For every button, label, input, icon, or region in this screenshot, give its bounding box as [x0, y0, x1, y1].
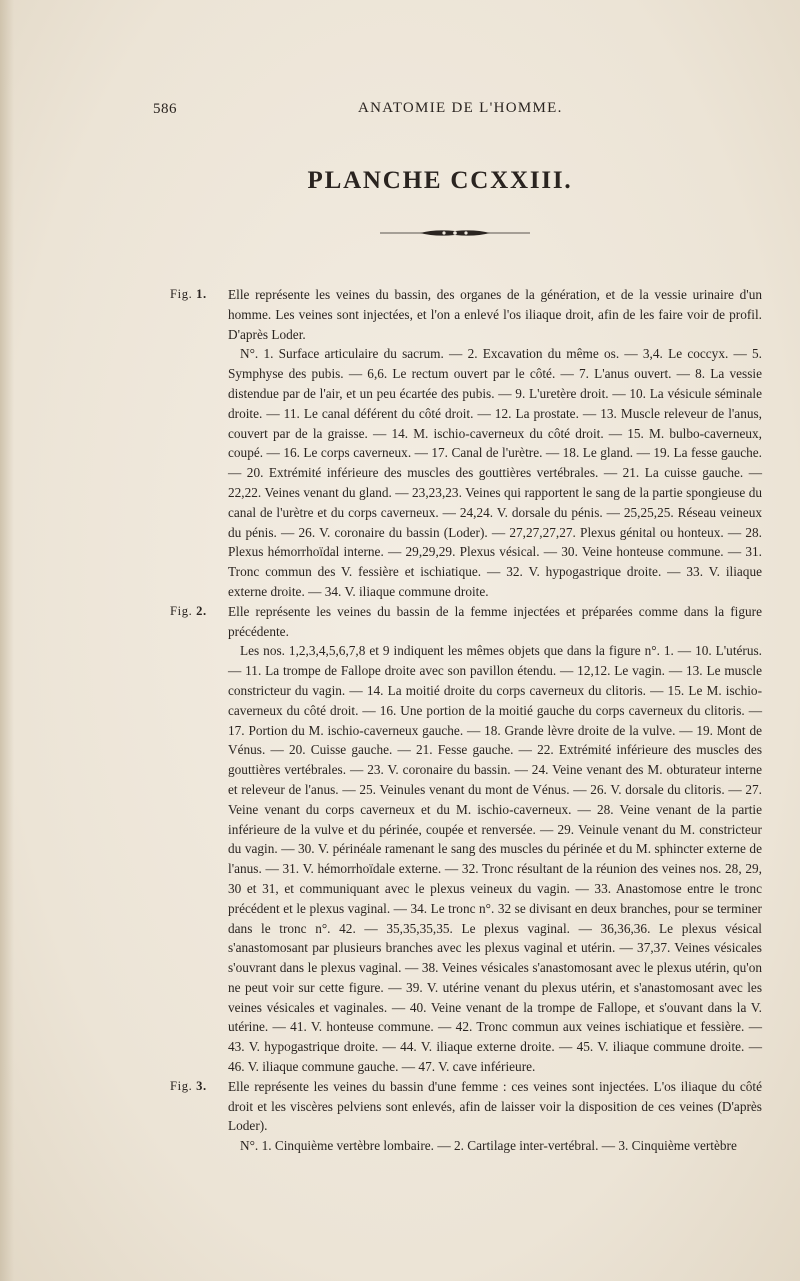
figure-3-intro: Elle représente les veines du bassin d'une femme : ces veines sont injectées. L'os iliaque du côté droit et les viscères pelviens sont enlevés, afin de laisser voir la disposition de ces veines (D'après Loder).: [228, 1078, 762, 1134]
page-number: 586: [153, 101, 177, 117]
figure-1-intro: Elle représente les veines du bassin, des organes de la génération, et de la vessie urinaire d'un homme. Les veines sont injectées, et l'on a enlevé l'os iliaque droit, afin de les faire voir de profil. D'après Loder.: [228, 287, 762, 342]
figure-label-prefix: Fig.: [170, 287, 193, 301]
figure-2-key: Les nos. 1,2,3,4,5,6,7,8 et 9 indiquent les mêmes objets que dans la figure n°. 1. — 10. L'utérus. — 11. La trompe de Fallope droite avec son pavillon étendu. — 12,12. Le vagin. — 13. Le muscle constricteur du vagin. — 14. La moitié droite du corps caverneux du clitoris. — 15. Le M. ischio-caverneux du côté droit. — 16. Une portion de la moitié gauche du corps caverneux du clitoris. — 17. Portion du M. ischio-caverneux gauche. — 18. Grande lèvre droite de la vulve. — 19. Mont de Vénus. — 20. Cuisse gauche. — 21. Fesse gauche. — 22. Extrémité inférieure des muscles des gouttières vertébrales. — 23. V. coronaire du bassin. — 24. Veine venant des M. obturateur interne et releveur de l'anus. — 25. Veinules venant du mont de Vénus. — 26. V. dorsale du clitoris. — 27. Veine venant du corps caverneux et du M. ischio-caverneux. — 28. Veine venant de la partie inférieure de la vulve et du périnée, coupée et renversée. — 29. Veinule venant du M. constricteur du vagin. — 30. V. périnéale ramenant le sang des muscles du périnée et du M. sphincter externe de l'anus. — 31. V. hémorrhoïdale externe. — 32. Tronc résultant de la réunion des veines nos. 28, 29, 30 et 31, et communiquant avec le plexus veineux du vagin. — 33. Anastomose entre le tronc précédent et le plexus vaginal. — 34. Le tronc n°. 32 se divisant en deux branches, pour se terminer dans le tronc n°. 42. — 35,35,35,35. Le plexus vaginal. — 36,36,36. Le plexus vésical s'anastomosant par plusieurs branches avec les plexus vaginal et utérin. — 37,37. Veines vésicales s'ouvrant dans le plexus vaginal. — 38. Veines vésicales s'anastomosant avec le plexus utérin, qu'on ne peut voir sur cette figure. — 39. V. utérine venant du plexus utérin, et s'anastomosant avec les veines vésicales et vaginales. — 40. Veine venant de la trompe de Fallope, et s'ouvant dans la V. utérine. — 41. V. honteuse commune. — 42. Tronc commun aux veines ischiatique et fessière. — 43. V. hypogastrique droite. — 44. V. iliaque externe droite. — 45. V. iliaque commune droite. — 46. V. iliaque commune gauche. — 47. V. cave inférieure.: [228, 643, 762, 1075]
plate-title: PLANCHE CCXXIII.: [307, 167, 573, 194]
figure-2-legend: [170, 602, 762, 1077]
figure-number: 1.: [196, 287, 207, 301]
figure-1-key: N°. 1. Surface articulaire du sacrum. — 2. Excavation du même os. — 3,4. Le coccyx. — 5. Symphyse des pubis. — 6,6. Le rectum ouvert par le côté. — 7. L'anus ouvert. — 8. La vessie distendue par de l'air, et un peu écartée des pubis. — 9. L'uretère droit. — 10. La vésicule séminale droite. — 11. Le canal déférent du côté droit. — 12. La prostate. — 13. Muscle releveur de l'anus, couvert par de la graisse. — 14. M. ischio-caverneux du côté droit. — 15. M. bulbo-caverneux, coupé. — 16. Le corps caverneux. — 17. Canal de l'urètre. — 18. Le gland. — 19. La fesse gauche. — 20. Extrémité inférieure des muscles des gouttières vertébrales. — 21. La cuisse gauche. — 22,22. Veines venant du gland. — 23,23,23. Veines qui rapportent le sang de la partie spongieuse du canal de l'urètre et du corps caverneux. — 24,24. V. dorsale du pénis. — 25,25,25. Réseau veineux du pénis. — 26. V. coronaire du bassin (Loder). — 27,27,27,27. Plexus génital ou honteux. — 28. Plexus hémorrhoïdal interne. — 29,29,29. Plexus vésical. — 30. Veine honteuse commune. — 31. Tronc commun des V. fessière et ischiatique. — 32. V. hypogastrique droite. — 33. V. iliaque externe droite. — 34. V. iliaque commune droite.: [228, 346, 762, 599]
figure-3-key: N°. 1. Cinquième vertèbre lombaire. — 2. Cartilage inter-vertébral. — 3. Cinquième vertèbre: [240, 1138, 737, 1154]
figure-number: 2.: [196, 603, 207, 618]
figure-3-label: [170, 1077, 207, 1097]
figure-2-intro: Elle représente les veines du bassin de la femme injectées et préparées comme dans la figure précédente.: [228, 603, 762, 639]
figure-3-legend: [170, 1077, 762, 1156]
figure-1-legend: [170, 285, 762, 602]
figure-label-prefix: Fig.: [170, 603, 193, 618]
figure-number: 3.: [196, 1078, 207, 1093]
figure-legends: [170, 285, 762, 1156]
running-title: ANATOMIE DE L'HOMME.: [358, 100, 563, 116]
figure-label-prefix: Fig.: [170, 1078, 193, 1093]
ornament-divider: [380, 228, 530, 238]
figure-2-label: [170, 602, 207, 622]
figure-1-label: [170, 285, 207, 305]
